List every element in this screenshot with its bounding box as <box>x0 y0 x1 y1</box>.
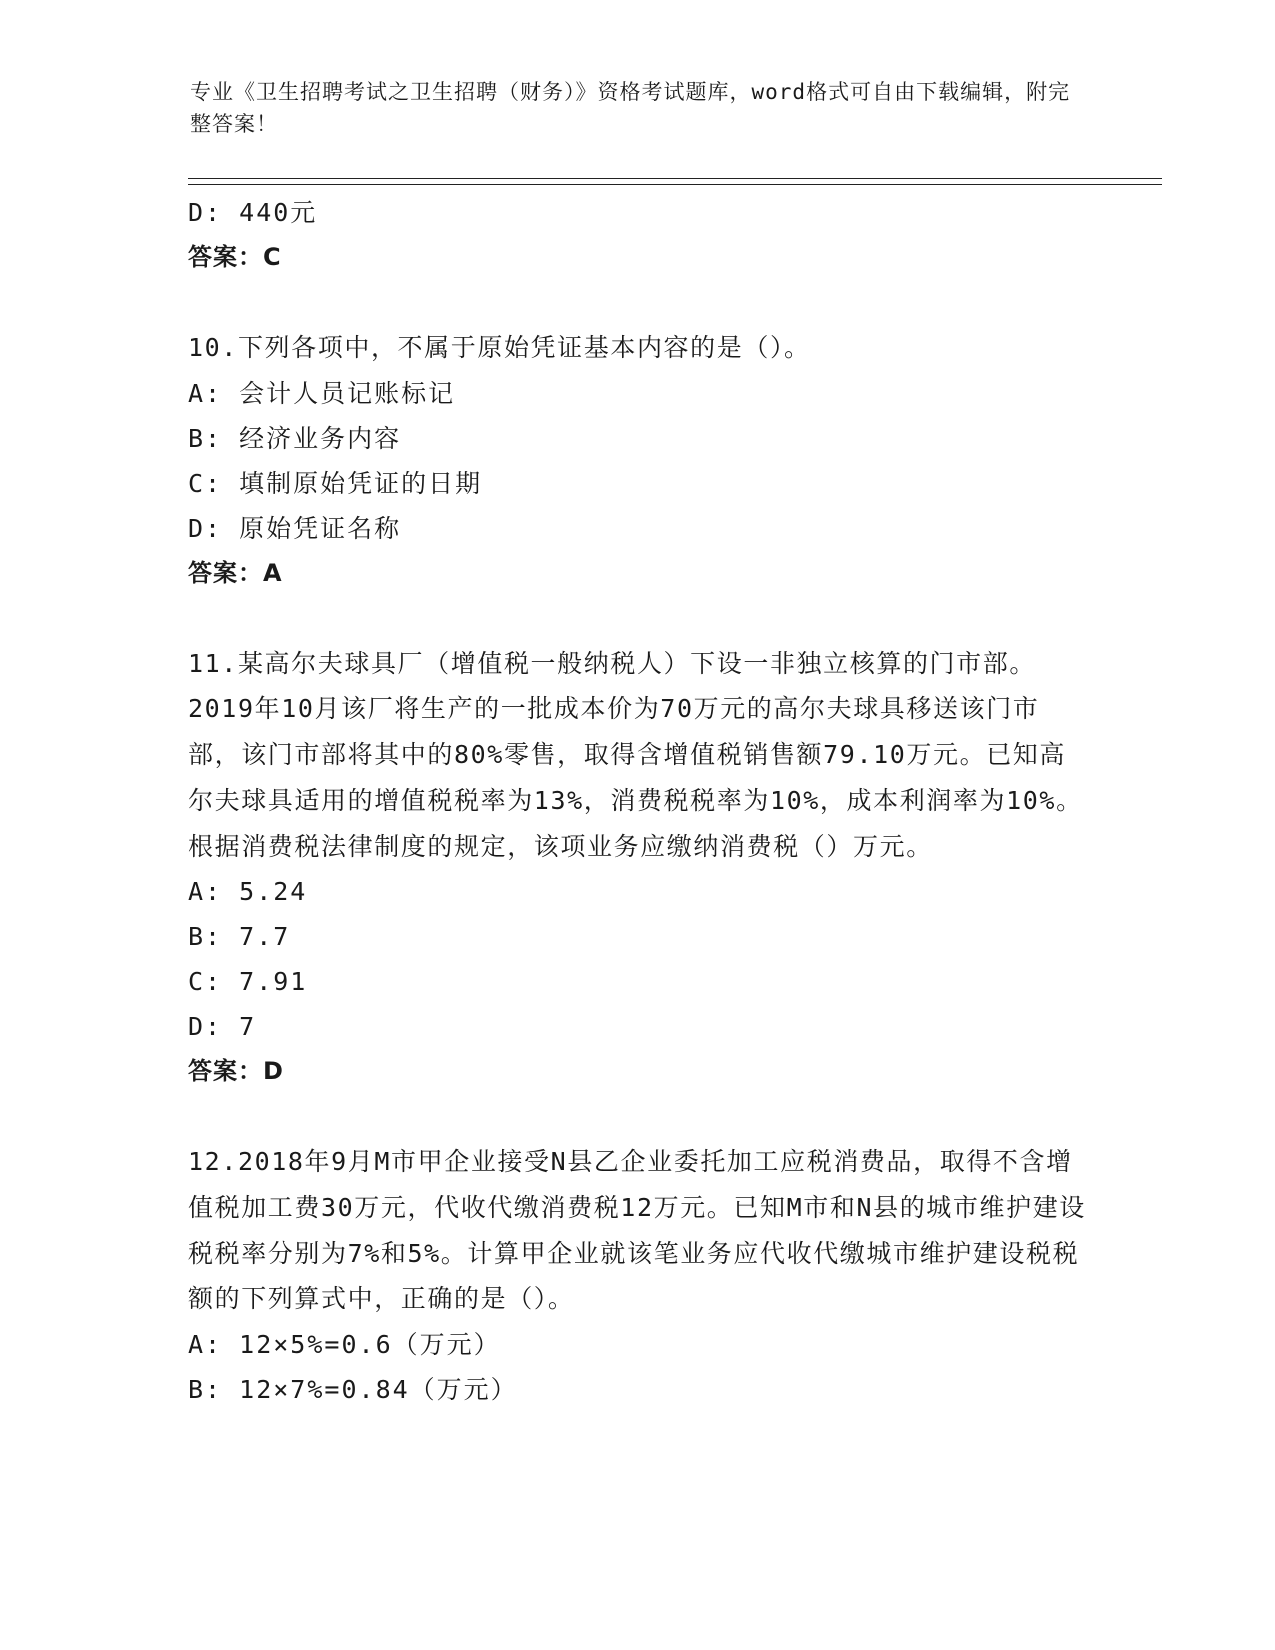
option-d: D: 440元 <box>188 198 318 227</box>
question-12 <box>188 1139 1088 1412</box>
question-stem: 10.下列各项中，不属于原始凭证基本内容的是（）。 <box>188 333 811 362</box>
question-11 <box>188 641 1088 1095</box>
question-stem: 11.某高尔夫球具厂（增值税一般纳税人）下设一非独立核算的门市部。2019年10月该厂将生产的一批成本价为70万元的高尔夫球具移送该门市部，该门市部将其中的80%零售，取得含增值税销售额79.10万元。已知高尔夫球具适用的增值税税率为13%，消费税税率为10%，成本利润率为10%。根据消费税法律制度的规定，该项业务应缴纳消费税（）万元。 <box>188 648 1083 861</box>
option-b: B: 经济业务内容 <box>188 423 402 453</box>
option-b: B: 7.7 <box>188 922 291 952</box>
answer-label: 答案：A <box>188 558 283 587</box>
option-d: D: 7 <box>188 1012 257 1042</box>
question-list <box>188 190 1088 1412</box>
option-b: B: 12×7%=0.84（万元） <box>188 1375 518 1405</box>
answer-label: 答案：C <box>188 243 282 271</box>
option-c: C: 7.91 <box>188 967 308 997</box>
option-a: A: 会计人员记账标记 <box>188 378 456 408</box>
question-10 <box>188 325 1088 596</box>
option-a: A: 12×5%=0.6（万元） <box>188 1330 501 1360</box>
question-stem: 12.2018年9月M市甲企业接受N县乙企业委托加工应税消费品，取得不含增值税加工费30万元，代收代缴消费税12万元。已知M市和N县的城市维护建设税税率分别为7%和5%。计算甲企业就该笔业务应代收代缴城市维护建设税税额的下列算式中，正确的是（）。 <box>188 1147 1086 1314</box>
option-d: D: 原始凭证名称 <box>188 513 402 543</box>
option-a: A: 5.24 <box>188 877 308 907</box>
header-divider <box>188 178 1162 185</box>
page-header: 专业《卫生招聘考试之卫生招聘（财务）》资格考试题库，word格式可自由下载编辑，附完整答案！ <box>190 80 1071 136</box>
option-c: C: 填制原始凭证的日期 <box>188 468 483 498</box>
answer-label: 答案：D <box>188 1057 284 1086</box>
previous-question-tail <box>188 190 1088 280</box>
